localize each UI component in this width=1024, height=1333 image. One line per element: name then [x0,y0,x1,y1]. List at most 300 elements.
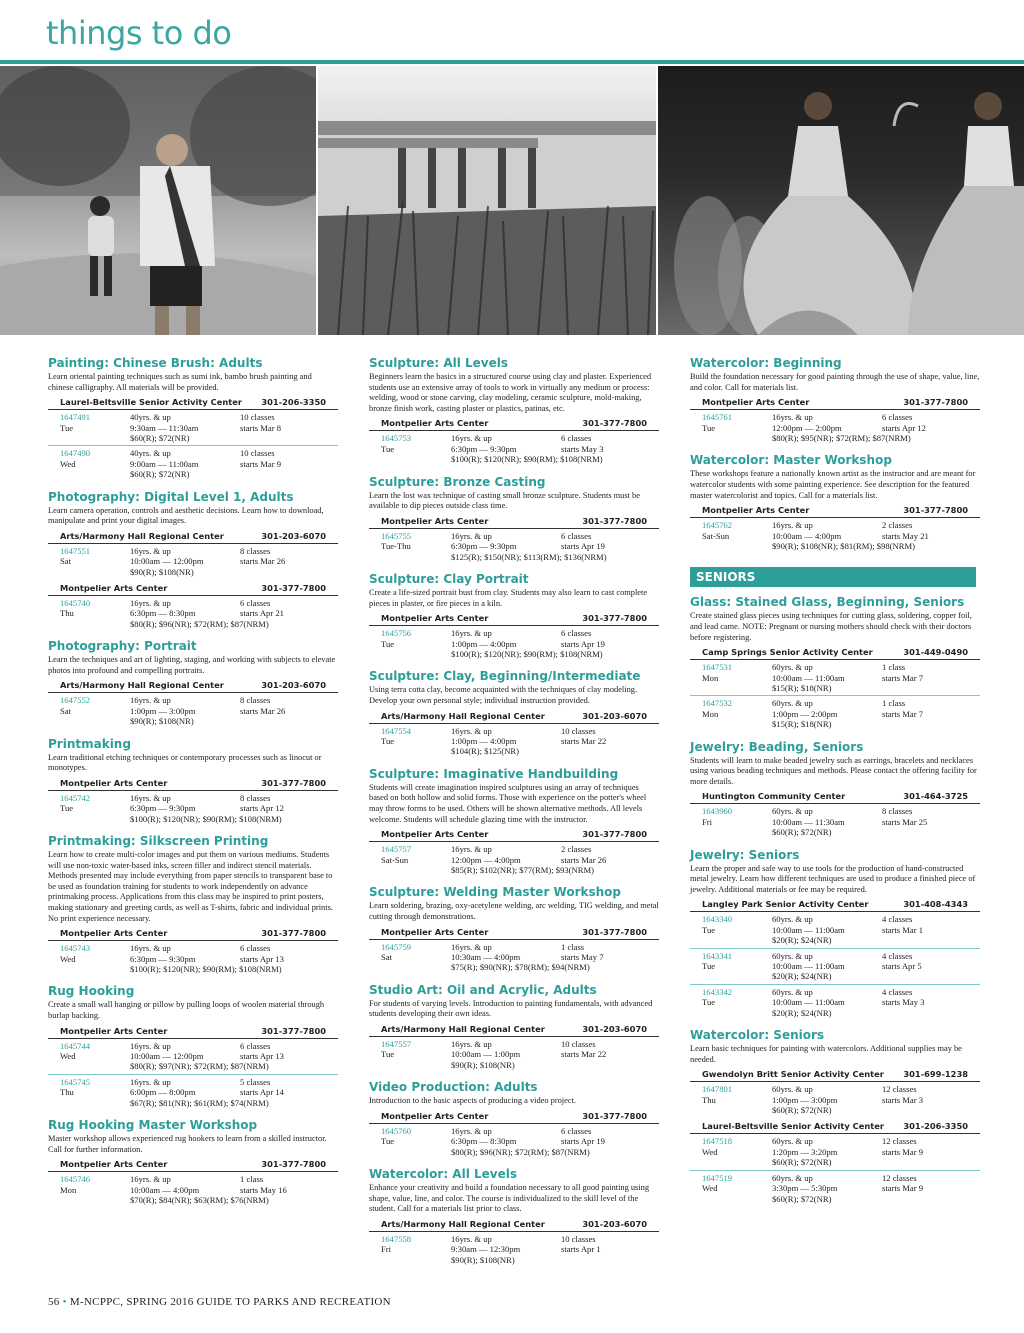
course-number: 1647552 [60,695,91,706]
course-number: 1645742 [60,792,91,803]
class-count: 8 classes [240,695,271,706]
course-number: 1647557 [381,1039,412,1049]
location-name: Laurel-Beltsville Senior Activity Center [60,397,242,408]
location-phone: 301-377-7800 [582,926,647,937]
course-section [369,626,659,661]
course-section [690,912,980,948]
course-title: Sculpture: Clay, Beginning/Intermediate [369,669,641,684]
meeting-time: 6:30pm — 9:30pm [451,443,517,454]
start-date: starts Apr 14 [240,1087,284,1098]
start-date: starts Mar 9 [240,458,282,469]
fee-line: $20(R); $24(NR) [772,971,832,982]
section-list [48,791,338,826]
class-count: 8 classes [240,792,271,803]
location-name: Montpelier Arts Center [60,1025,168,1036]
course-number: 1647532 [702,698,733,709]
location-name: Montpelier Arts Center [381,1110,489,1121]
age-range: 40yrs. & up [130,448,171,459]
course-section [690,804,980,839]
fee-line: $60(R); $72(NR) [772,1105,832,1116]
location-name: Laurel-Beltsville Senior Activity Center [702,1121,884,1132]
meeting-day: Sat-Sun [381,854,409,865]
course-description: Students will learn to make beaded jewelry such as earrings, bracelets and necklaces using various beading techniques and methods. Please contact the offering facility for more details. [690,755,977,786]
location-phone: 301-377-7800 [582,829,647,840]
photo-dancers [658,66,1024,335]
location-phone: 301-377-7800 [582,515,647,526]
course-section [690,696,980,731]
fee-line: $60(R); $72(NR) [772,827,832,838]
location-name: Arts/Harmony Hall Regional Center [60,530,224,541]
course-title: Sculpture: Imaginative Handbuilding [369,766,619,781]
meeting-time: 10:00am — 12:00pm [130,556,204,567]
schedule-column-3 [690,356,980,1206]
course-block [48,834,338,976]
meeting-time: 10:00am — 11:00am [772,924,845,935]
course-number: 1645756 [381,628,412,639]
schedule-column-1 [48,356,338,1207]
course-description: Learn how to create multi-color images and put them on various mediums. Students will use non-toxic water-based inks, screen filler and indirect stencil materials. Methods presented may include everything from paper stencils to transparent base to be used as foundation training for students to work independently on advance printmaking process. Applications from this class may be inspired to print posters, making stationary and greeting cards, as well as T-shirts, fabric and individual prints. No print experience necessary. [48,850,333,923]
fee-line: $125(R); $150(NR); $113(RM); $136(NRM) [451,551,607,562]
class-count: 2 classes [882,520,913,531]
location-header [690,504,980,518]
section-list [369,1124,659,1159]
meeting-day: Tue [60,422,74,433]
meeting-day: Tue [381,638,395,649]
course-number: 1647558 [381,1233,412,1244]
course-section [690,949,980,985]
course-block [48,639,338,728]
course-description: Build the foundation necessary for good painting through the use of shape, value, line, and color. Call for materials list. [690,372,980,392]
location-phone: 301-377-7800 [261,928,326,939]
course-block [690,453,980,553]
course-section [369,529,659,564]
course-number: 1645745 [60,1076,91,1087]
course-number: 1647491 [60,412,91,423]
start-date: starts Mar 22 [561,736,607,746]
course-description: Learn the lost wax technique of casting small bronze sculpture. Students must be available to dip pieces outside class time. [369,490,640,511]
course-section [690,985,980,1020]
start-date: starts Apr 12 [240,803,284,814]
course-number: 1645761 [702,412,733,423]
meeting-time: 10:00am — 1:00pm [451,1049,521,1060]
class-count: 12 classes [882,1136,917,1147]
location-phone: 301-377-7800 [903,397,968,408]
fee-line: $80(R); $96(NR); $72(RM); $87(NRM) [130,618,269,629]
course-description: Students will create imagination inspired sculptures using an array of techniques based on both hollow and solid forms. Those with experience on the potter's wheel may throw forms to be used. Others will be shown alternative methods. All levels welcome. Students will schedule glazing time with the instructor. [369,782,647,824]
course-title: Printmaking: Silkscreen Printing [48,834,269,849]
start-date: starts Apr 13 [240,953,284,964]
course-title: Watercolor: Master Workshop [690,453,892,468]
course-section [690,1082,980,1117]
footer-bullet: • [62,1296,67,1308]
location-phone: 301-206-3350 [261,397,326,408]
meeting-time: 9:30am — 12:30pm [451,1244,521,1255]
location-phone: 301-377-7800 [261,1025,326,1036]
course-number: 1647519 [702,1172,733,1183]
start-date: starts Apr 21 [240,608,284,619]
course-description: Learn basic techniques for painting with watercolors. Additional supplies may be needed. [690,1044,962,1064]
meeting-day: Tue-Thu [381,541,411,552]
meeting-time: 10:00am — 11:00am [772,997,845,1008]
location-header [369,828,659,842]
meeting-time: 1:20pm — 3:20pm [772,1146,838,1157]
meeting-time: 10:00am — 11:30am [772,816,845,827]
section-list [369,529,659,564]
age-range: 16yrs. & up [772,412,813,423]
course-block [369,669,659,758]
course-section [690,1134,980,1170]
location-phone: 301-377-7800 [261,1159,326,1170]
location-header [48,396,338,410]
class-count: 8 classes [882,806,913,817]
location-phone: 301-203-6070 [261,680,326,691]
course-section [48,1075,338,1110]
start-date: starts Mar 26 [240,556,286,567]
meeting-day: Mon [702,672,719,683]
course-section [369,940,659,975]
class-count: 10 classes [240,412,275,423]
course-title: Sculpture: Clay Portrait [369,572,529,586]
location-name: Arts/Harmony Hall Regional Center [381,1024,545,1034]
age-range: 16yrs. & up [451,941,492,952]
course-section [690,518,980,553]
location-name: Arts/Harmony Hall Regional Center [381,710,545,721]
course-title: Rug Hooking [48,984,135,999]
age-range: 16yrs. & up [130,792,171,803]
meeting-day: Wed [702,1183,718,1194]
meeting-day: Wed [702,1146,718,1157]
location-name: Montpelier Arts Center [60,1159,168,1170]
start-date: starts Apr 1 [561,1244,601,1255]
course-title: Glass: Stained Glass, Beginning, Seniors [690,595,965,610]
course-block [690,848,980,1020]
banner-rule [0,60,1024,64]
section-list [48,544,338,579]
location-header [48,582,338,596]
meeting-day: Wed [60,1051,76,1062]
location-name: Camp Springs Senior Activity Center [702,647,873,658]
meeting-time: 10:00am — 11:00am [772,961,845,972]
seniors-section-header: SENIORS [690,567,976,587]
meeting-time: 1:00pm — 3:00pm [130,705,196,716]
age-range: 16yrs. & up [130,1076,171,1087]
meeting-time: 12:00pm — 2:00pm [772,422,842,433]
course-number: 1643341 [702,950,733,961]
course-section [48,446,338,481]
course-number: 1645755 [381,530,412,541]
course-block [690,595,980,731]
age-range: 16yrs. & up [130,598,171,609]
start-date: starts Apr 5 [882,961,922,972]
course-title: Photography: Digital Level 1, Adults [48,489,294,504]
course-number: 1645753 [381,433,412,444]
age-range: 16yrs. & up [451,725,492,736]
location-header [48,777,338,791]
section-list [369,431,659,466]
location-phone: 301-203-6070 [582,1024,647,1034]
start-date: starts Mar 8 [240,422,282,433]
start-date: starts May 16 [240,1184,287,1195]
fee-line: $90(R); $108(NR); $81(RM); $98(NRM) [772,541,915,551]
photo-strip [0,66,1024,335]
age-range: 60yrs. & up [772,662,813,673]
location-name: Arts/Harmony Hall Regional Center [381,1218,545,1229]
location-header [48,679,338,693]
course-description: Introduction to the basic aspects of producing a video project. [369,1096,576,1106]
location-phone: 301-464-3725 [903,791,968,802]
course-title: Watercolor: All Levels [369,1167,518,1182]
meeting-time: 6:30pm — 9:30pm [130,953,196,964]
location-header [369,1110,659,1124]
age-range: 16yrs. & up [130,1040,171,1051]
class-count: 6 classes [882,412,913,423]
course-title: Sculpture: Bronze Casting [369,474,546,489]
meeting-time: 10:00am — 4:00pm [772,530,842,541]
course-title: Studio Art: Oil and Acrylic, Adults [369,982,597,997]
fee-line: $90(R); $108(NR) [130,566,194,577]
meeting-day: Fri [381,1244,392,1255]
course-title: Photography: Portrait [48,639,197,654]
class-count: 1 class [882,662,906,673]
meeting-day: Tue [381,1136,395,1147]
age-range: 60yrs. & up [772,1172,813,1183]
location-phone: 301-408-4343 [903,899,968,910]
location-header [690,646,980,660]
fee-line: $85(R); $102(NR); $77(RM); $93(NRM) [451,865,594,875]
fee-line: $15(R); $18(NR) [772,683,832,693]
fee-line: $60(R); $72(NR) [772,1193,832,1204]
meeting-time: 6:30pm — 8:30pm [130,608,196,619]
location-header [690,1120,980,1134]
class-count: 6 classes [240,943,271,954]
page-number: 56 [48,1296,60,1308]
age-range: 16yrs. & up [451,628,492,639]
location-header [48,1158,338,1172]
class-count: 4 classes [882,950,913,961]
course-title: Sculpture: Welding Master Workshop [369,885,622,900]
meeting-day: Sat-Sun [702,530,730,541]
fee-line: $60(R); $72(NR) [130,469,190,480]
section-list [690,1134,980,1205]
location-header [369,515,659,529]
course-title: Painting: Chinese Brush: Adults [48,356,263,370]
location-header [369,1218,659,1232]
fee-line: $90(R); $108(NR) [130,716,194,727]
location-phone: 301-206-3350 [903,1121,968,1132]
course-description: Learn traditional etching techniques or contemporary processes such as linocut or monotypes. [48,752,322,773]
class-count: 6 classes [240,598,271,609]
meeting-day: Tue [381,443,395,454]
class-count: 5 classes [240,1076,271,1087]
meeting-day: Wed [60,953,76,964]
section-list [48,596,338,631]
location-name: Montpelier Arts Center [381,926,489,937]
course-section [369,724,659,759]
course-number: 1645762 [702,520,733,531]
meeting-day: Tue [381,1049,395,1060]
page-title: things to do [46,14,232,52]
course-section [48,1039,338,1075]
course-description: Learn camera operation, controls and aesthetic decisions. Learn how to download, manipulate and print your digital images. [48,505,324,526]
age-range: 16yrs. & up [130,695,171,706]
start-date: starts Mar 1 [882,924,924,935]
meeting-day: Tue [702,961,716,972]
course-section [48,596,338,631]
location-header [48,927,338,941]
location-header [369,1023,659,1037]
meeting-time: 6:30pm — 9:30pm [451,541,517,552]
fee-line: $80(R); $96(NR); $72(RM); $87(NRM) [451,1146,590,1157]
course-block [48,1118,338,1207]
course-description: Enhance your creativity and build a foundation necessary to all good painting using shape, value, line, and color. The course is individualized to the skill level of the student. Call for a materials list prior to class. [369,1183,650,1214]
course-section [48,1172,338,1207]
section-list [690,410,980,445]
class-count: 1 class [882,698,906,709]
course-title: Watercolor: Seniors [690,1028,825,1043]
course-number: 1647554 [381,725,412,736]
course-description: These workshops feature a nationally known artist as the instructor and are meant for watercolor students with some painting experience. See description for the featured master watercolorist and topics. Call for a materials list. [690,469,976,500]
meeting-day: Sat [60,556,71,567]
location-name: Langley Park Senior Activity Center [702,899,869,910]
course-number: 1645743 [60,943,91,954]
age-range: 16yrs. & up [451,1233,492,1244]
start-date: starts Apr 19 [561,638,605,649]
fee-line: $67(R); $81(NR); $61(RM); $74(NRM) [130,1097,269,1108]
location-header [690,790,980,804]
meeting-time: 10:00am — 11:00am [772,672,845,683]
age-range: 60yrs. & up [772,1084,813,1095]
age-range: 60yrs. & up [772,914,813,925]
course-title: Video Production: Adults [369,1080,538,1095]
start-date: starts Mar 9 [882,1183,924,1194]
fee-line: $75(R); $90(NR); $78(RM); $94(NRM) [451,962,590,973]
location-header [48,1025,338,1039]
course-number: 1643960 [702,806,733,817]
course-description: Create a small wall hanging or pillow by pulling loops of woolen material through burlap backing. [48,1000,325,1021]
start-date: starts Apr 19 [561,541,605,552]
meeting-time: 6:30pm — 8:30pm [451,1136,517,1147]
course-section [369,842,659,877]
class-count: 1 class [561,941,585,952]
location-name: Arts/Harmony Hall Regional Center [60,680,224,691]
location-header [690,396,980,410]
location-phone: 301-203-6070 [582,1218,647,1229]
course-number: 1645757 [381,844,412,855]
location-header [690,1068,980,1082]
class-count: 2 classes [561,844,592,855]
course-section [48,791,338,826]
location-header [369,417,659,431]
location-name: Huntington Community Center [702,791,846,802]
course-block [48,984,338,1110]
meeting-time: 6:00pm — 8:00pm [130,1087,196,1098]
start-date: starts May 21 [882,530,929,541]
age-range: 16yrs. & up [772,520,813,531]
meeting-day: Wed [60,458,76,469]
course-description: Create a life-sized portrait bust from clay. Students may also learn to cast complete pieces in plaster, or fire pieces in a kiln. [369,588,648,608]
meeting-day: Thu [60,1087,74,1098]
course-description: Learn soldering, brazing, oxy-acetylene welding, arc welding, TIG welding, and metal cutting through demonstrations. [369,901,659,921]
section-list [690,804,980,839]
course-number: 1647490 [60,448,91,459]
course-title: Watercolor: Beginning [690,356,842,370]
meeting-day: Sat [60,705,71,716]
course-number: 1647518 [702,1136,733,1147]
section-list [369,940,659,975]
fee-line: $100(R); $120(NR); $90(RM); $108(NRM) [130,813,282,824]
course-block [369,475,659,564]
class-count: 10 classes [240,448,275,459]
start-date: starts Mar 3 [882,1094,924,1105]
page-banner [0,0,1024,62]
age-range: 60yrs. & up [772,698,813,709]
meeting-time: 10:00am — 4:00pm [130,1184,200,1195]
meeting-time: 3:30pm — 5:30pm [772,1183,838,1194]
section-list [369,1037,659,1072]
section-list [48,941,338,976]
course-block [369,767,659,878]
start-date: starts May 7 [561,952,604,962]
meeting-time: 9:30am — 11:30am [130,422,199,433]
location-name: Montpelier Arts Center [702,397,810,408]
meeting-time: 1:00pm — 3:00pm [772,1094,838,1105]
age-range: 16yrs. & up [451,530,492,541]
age-range: 60yrs. & up [772,986,813,997]
section-list [369,842,659,877]
fee-line: $60(R); $72(NR) [130,433,190,443]
course-block [369,1167,659,1267]
meeting-day: Sat [381,952,392,962]
course-block [369,983,659,1072]
meeting-time: 10:30am — 4:00pm [451,952,521,962]
meeting-time: 9:00am — 11:00am [130,458,199,469]
location-phone: 301-699-1238 [903,1069,968,1080]
location-phone: 301-449-0490 [903,647,968,658]
class-count: 12 classes [882,1084,917,1095]
class-count: 10 classes [561,1039,596,1049]
fee-line: $80(R); $95(NR); $72(RM); $87(NRM) [772,433,911,443]
fee-line: $100(R); $120(NR); $90(RM); $108(NRM) [130,964,282,975]
course-number: 1645744 [60,1040,91,1051]
fee-line: $80(R); $97(NR); $72(RM); $87(NRM) [130,1061,269,1072]
age-range: 60yrs. & up [772,806,813,817]
footer-text: M-NCPPC, SPRING 2016 GUIDE TO PARKS AND RECREATION [69,1296,391,1308]
course-section [369,1124,659,1159]
start-date: starts Mar 9 [882,1146,924,1157]
course-description: For students of varying levels. Introduction to painting fundamentals, with advanced students developing their own ideas. [369,998,653,1019]
meeting-time: 6:30pm — 9:30pm [130,803,196,814]
age-range: 40yrs. & up [130,412,171,423]
location-name: Montpelier Arts Center [702,505,810,516]
photo-dock [318,66,656,335]
course-block [690,356,980,445]
course-block [369,885,659,974]
section-list [690,660,980,731]
meeting-time: 1:00pm — 4:00pm [451,736,517,746]
course-number: 1647551 [60,545,91,556]
course-description: Learn the proper and safe way to use tools for the production of hand-constructed metal jewelry. Learn how different techniques are used to produce a finished piece of jewelry. Additional materials or fee may be required. [690,863,976,894]
course-block [48,490,338,632]
location-header [48,530,338,544]
location-phone: 301-203-6070 [261,530,326,541]
location-phone: 301-377-7800 [582,1110,647,1121]
start-date: starts Apr 13 [240,1051,284,1062]
age-range: 16yrs. & up [451,844,492,855]
meeting-day: Tue [702,422,716,433]
section-list [48,1039,338,1110]
course-number: 1645746 [60,1174,91,1185]
section-list [369,626,659,661]
